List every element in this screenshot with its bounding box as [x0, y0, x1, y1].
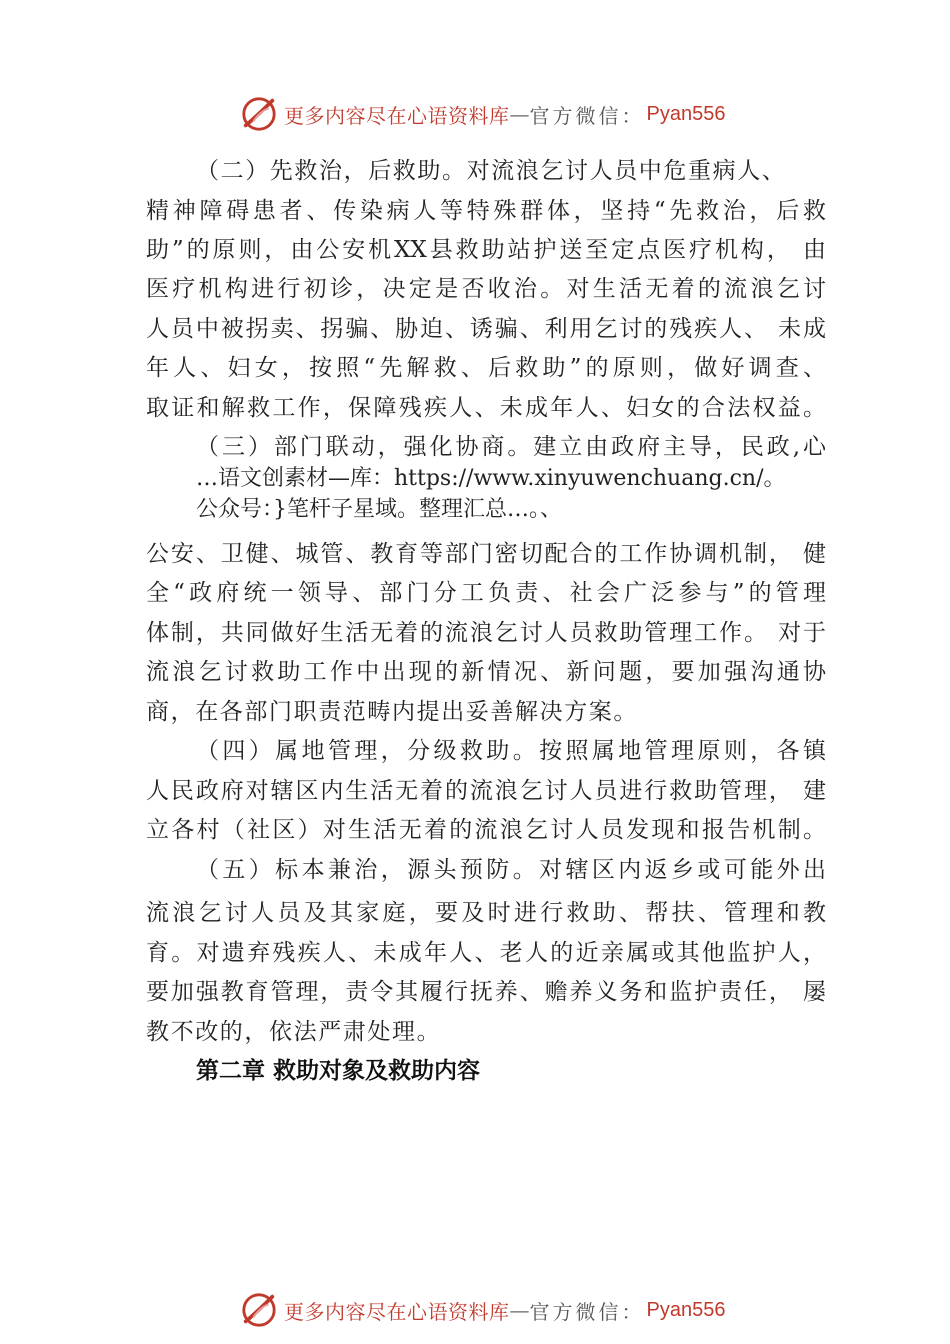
chapter-heading: 第二章 救助对象及救助内容: [196, 1058, 481, 1084]
paragraph-line: （四）属地管理，分级救助。按照属地管理原则，各镇: [196, 738, 826, 764]
paragraph-line: 育。对遗弃残疾人、未成年人、老人的近亲属或其他监护人，: [146, 940, 826, 966]
paragraph-line: 人员中被拐卖、拐骗、胁迫、诱骗、利用乞讨的残疾人、 未成: [146, 316, 826, 342]
paragraph-line: （五）标本兼治，源头预防。对辖区内返乡或可能外出: [196, 857, 826, 883]
banner-text: 更多内容尽在心语资料库: [284, 103, 510, 128]
header-banner: [240, 94, 725, 134]
paragraph-line: 医疗机构进行初诊，决定是否收治。对生活无着的流浪乞讨: [146, 276, 826, 302]
footer-banner: [240, 1290, 725, 1330]
paragraph-line: 助”的原则，由公安机XX县救助站护送至定点医疗机构， 由: [146, 237, 826, 263]
banner-wechat-label: 官方微信：: [529, 1299, 645, 1324]
banner-separator: —: [509, 1298, 530, 1322]
banner-separator: —: [509, 102, 530, 126]
paragraph-line: 流浪乞讨人员及其家庭，要及时进行救助、帮扶、管理和教: [146, 900, 826, 926]
banner-wechat-label: 官方微信：: [529, 103, 645, 128]
paragraph-line: 立各村（社区）对生活无着的流浪乞讨人员发现和报告机制。: [146, 817, 826, 843]
brush-logo-icon: [240, 1291, 278, 1329]
watermark-line: 公众号：}笔杆子星域。整理汇总…。、: [196, 497, 562, 522]
paragraph-line: 要加强教育管理，责令其履行抚养、赡养义务和监护责任， 屡: [146, 979, 826, 1005]
paragraph-line: 全“政府统一领导、部门分工负责、社会广泛参与”的管理: [146, 580, 826, 606]
paragraph-line: 教不改的，依法严肃处理。: [146, 1019, 442, 1045]
paragraph-line: 精神障碍患者、传染病人等特殊群体，坚持“先救治，后救: [146, 198, 826, 224]
watermark-line: …语文创素材—库：https://www.xinyuwenchuang.cn/。: [196, 466, 786, 491]
paragraph-line: 年人、妇女，按照“先解救、后救助”的原则，做好调查、: [146, 355, 826, 381]
paragraph-line: （三）部门联动，强化协商。建立由政府主导，民政,心: [196, 434, 826, 460]
banner-wechat-id: Pyan556: [646, 1298, 726, 1321]
paragraph-line: 公安、卫健、城管、教育等部门密切配合的工作协调机制， 健: [146, 541, 826, 567]
paragraph-line: （二）先救治，后救助。对流浪乞讨人员中危重病人、: [196, 158, 787, 184]
paragraph-line: 人民政府对辖区内生活无着的流浪乞讨人员进行救助管理， 建: [146, 778, 826, 804]
banner-text: 更多内容尽在心语资料库: [284, 1299, 510, 1324]
paragraph-line: 取证和解救工作，保障残疾人、未成年人、妇女的合法权益。: [146, 395, 826, 421]
paragraph-line: 流浪乞讨救助工作中出现的新情况、新问题，要加强沟通协: [146, 659, 826, 685]
banner-wechat-id: Pyan556: [646, 102, 726, 125]
paragraph-line: 体制，共同做好生活无着的流浪乞讨人员救助管理工作。 对于: [146, 620, 826, 646]
paragraph-line: 商，在各部门职责范畴内提出妥善解决方案。: [146, 699, 638, 725]
brush-logo-icon: [240, 95, 278, 133]
